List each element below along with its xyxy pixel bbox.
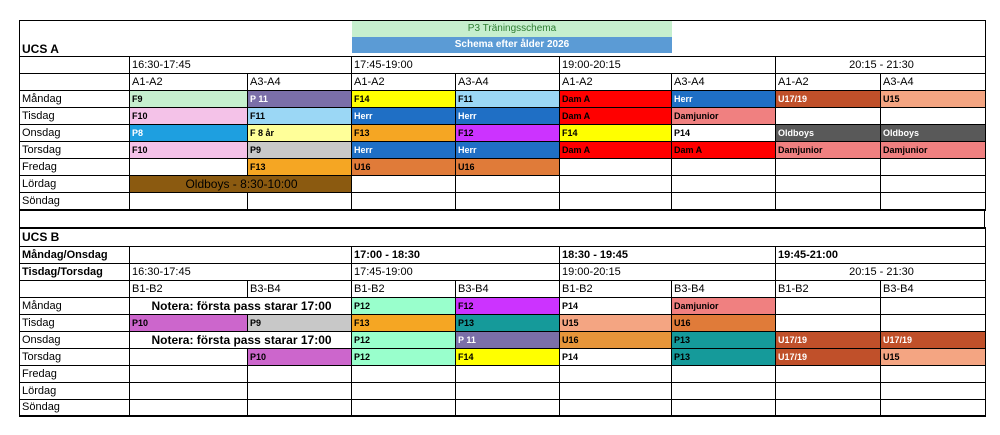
ucs-b-name: UCS B <box>20 228 130 246</box>
mon-wed-time-3: 19:45-21:00 <box>776 246 986 263</box>
group-header: B3-B4 <box>248 280 352 297</box>
schedule-cell: P14 <box>560 297 672 314</box>
tue-thu-time-3: 20:15 - 21:30 <box>776 263 986 280</box>
schedule-cell <box>776 297 881 314</box>
group-header: B3-B4 <box>881 280 986 297</box>
schedule-cell: P9 <box>248 314 352 331</box>
schedule-cell: U16 <box>352 159 456 176</box>
schedule-cell <box>560 382 672 399</box>
day-label: Söndag <box>20 399 130 416</box>
schedule-cell <box>248 399 352 416</box>
schedule-cell <box>130 348 248 365</box>
schedule-cell <box>130 399 248 416</box>
day-label: Fredag <box>20 365 130 382</box>
schedule-cell: U17/19 <box>776 91 881 108</box>
ucs-b-table <box>19 227 986 417</box>
schedule-cell: P13 <box>672 348 776 365</box>
schedule-cell <box>881 382 986 399</box>
time-slot-a-0: 16:30-17:45 <box>130 57 352 74</box>
schedule-cell <box>560 159 672 176</box>
schedule-cell <box>776 382 881 399</box>
schedule-cell: U16 <box>456 159 560 176</box>
schedule-cell: P14 <box>560 348 672 365</box>
schedule-cell <box>248 382 352 399</box>
day-label: Onsdag <box>20 125 130 142</box>
time-slot-a-1: 17:45-19:00 <box>352 57 560 74</box>
schedule-cell: F11 <box>248 108 352 125</box>
schedule-cell: F13 <box>352 125 456 142</box>
schedule-cell: F13 <box>352 314 456 331</box>
schedule-cell <box>881 176 986 193</box>
group-header: A3-A4 <box>248 74 352 91</box>
schedule-cell: F12 <box>456 125 560 142</box>
group-header: A1-A2 <box>352 74 456 91</box>
tue-thu-time-2: 19:00-20:15 <box>560 263 776 280</box>
schedule-cell: P12 <box>352 348 456 365</box>
schedule-cell: F10 <box>130 142 248 159</box>
schedule-cell: F14 <box>352 91 456 108</box>
schedule-cell <box>672 382 776 399</box>
schedule-cell <box>881 314 986 331</box>
schedule-cell <box>560 176 672 193</box>
schedule-cell: P12 <box>352 297 456 314</box>
mon-wed-time-1: 17:00 - 18:30 <box>352 246 560 263</box>
mon-wed-time-2: 18:30 - 19:45 <box>560 246 776 263</box>
day-label: Torsdag <box>20 348 130 365</box>
schedule-cell <box>672 159 776 176</box>
schedule-cell: U16 <box>672 314 776 331</box>
tue-thu-label: Tisdag/Torsdag <box>20 263 130 280</box>
schedule-cell: P 11 <box>248 91 352 108</box>
schedule-cell <box>560 365 672 382</box>
schedule-cell <box>776 314 881 331</box>
group-header: B1-B2 <box>130 280 248 297</box>
schedule-cell <box>881 297 986 314</box>
schedule-cell <box>672 399 776 416</box>
schedule-cell: P12 <box>352 331 456 348</box>
schedule-cell: Dam A <box>560 91 672 108</box>
group-header: B1-B2 <box>560 280 672 297</box>
schedule-cell: F14 <box>456 348 560 365</box>
schedule-cell: Dam A <box>560 142 672 159</box>
schedule-cell <box>456 176 560 193</box>
day-label: Måndag <box>20 91 130 108</box>
day-label: Torsdag <box>20 142 130 159</box>
group-header: B3-B4 <box>456 280 560 297</box>
schedule-cell: Damjunior <box>672 108 776 125</box>
schedule-cell: Damjunior <box>776 142 881 159</box>
day-label: Söndag <box>20 193 130 210</box>
ucs-a-table <box>19 20 986 211</box>
schedule-cell: Herr <box>456 108 560 125</box>
schedule-cell: Damjunior <box>881 142 986 159</box>
mon-wed-label: Måndag/Onsdag <box>20 246 130 263</box>
schedule-cell: U15 <box>560 314 672 331</box>
schedule-cell <box>352 365 456 382</box>
schedule-cell: P9 <box>248 142 352 159</box>
schedule-cell <box>456 399 560 416</box>
schedule-cell: Herr <box>352 108 456 125</box>
schedule-title: P3 Träningsschema <box>352 20 672 37</box>
schedule-cell: F 8 år <box>248 125 352 142</box>
group-header: B1-B2 <box>776 280 881 297</box>
schedule-cell <box>776 108 881 125</box>
group-header: B1-B2 <box>352 280 456 297</box>
schedule-cell: F14 <box>560 125 672 142</box>
schedule-cell <box>456 193 560 210</box>
schedule-cell <box>776 159 881 176</box>
schedule-cell: U17/19 <box>776 348 881 365</box>
schedule-cell <box>881 365 986 382</box>
ucs-a-name: UCS A <box>20 21 130 57</box>
schedule-cell <box>776 193 881 210</box>
tue-thu-time-0: 16:30-17:45 <box>130 263 352 280</box>
schedule-cell <box>560 193 672 210</box>
schedule-subtitle: Schema efter ålder 2026 <box>352 37 672 53</box>
time-slot-a-2: 19:00-20:15 <box>560 57 776 74</box>
schedule-cell <box>130 382 248 399</box>
schedule-cell <box>776 399 881 416</box>
schedule-cell <box>776 365 881 382</box>
schedule-cell: U17/19 <box>881 331 986 348</box>
schedule-cell: U17/19 <box>776 331 881 348</box>
schedule-cell: U16 <box>560 331 672 348</box>
group-header: A3-A4 <box>881 74 986 91</box>
schedule-cell <box>130 193 248 210</box>
schedule-cell <box>672 365 776 382</box>
schedule-cell: Dam A <box>672 142 776 159</box>
schedule-cell: P10 <box>248 348 352 365</box>
schedule-cell: Dam A <box>560 108 672 125</box>
schedule-cell <box>130 365 248 382</box>
schedule-cell <box>352 399 456 416</box>
group-header: A3-A4 <box>672 74 776 91</box>
day-label: Onsdag <box>20 331 130 348</box>
schedule-cell: P14 <box>672 125 776 142</box>
schedule-cell: F12 <box>456 297 560 314</box>
day-label: Tisdag <box>20 108 130 125</box>
schedule-cell <box>456 382 560 399</box>
time-slot-a-3: 20:15 - 21:30 <box>776 57 986 74</box>
schedule-cell: F13 <box>248 159 352 176</box>
schedule-cell: P10 <box>130 314 248 331</box>
day-label: Tisdag <box>20 314 130 331</box>
schedule-cell <box>881 108 986 125</box>
schedule-cell <box>776 176 881 193</box>
group-header: A1-A2 <box>130 74 248 91</box>
schedule-cell: U15 <box>881 91 986 108</box>
group-header: A1-A2 <box>776 74 881 91</box>
schedule-cell <box>248 365 352 382</box>
schedule-cell <box>130 159 248 176</box>
schedule-cell: P 11 <box>456 331 560 348</box>
schedule-cell: Damjunior <box>672 297 776 314</box>
schedule-cell: Herr <box>352 142 456 159</box>
schedule-cell <box>881 193 986 210</box>
schedule-cell <box>672 176 776 193</box>
schedule-cell: F9 <box>130 91 248 108</box>
schedule-cell: P13 <box>672 331 776 348</box>
schedule-cell <box>881 399 986 416</box>
schedule-cell: F11 <box>456 91 560 108</box>
day-label: Måndag <box>20 297 130 314</box>
first-session-note: Notera: första pass starar 17:00 <box>130 297 352 314</box>
day-label: Fredag <box>20 159 130 176</box>
schedule-cell: Herr <box>456 142 560 159</box>
schedule-cell: P8 <box>130 125 248 142</box>
group-header: B3-B4 <box>672 280 776 297</box>
schedule-cell <box>881 159 986 176</box>
day-label: Lördag <box>20 176 130 193</box>
schedule-cell: Herr <box>672 91 776 108</box>
schedule-cell: F10 <box>130 108 248 125</box>
schedule-cell: P13 <box>456 314 560 331</box>
schedule-cell <box>672 193 776 210</box>
oldboys-saturday-slot: Oldboys - 8:30-10:00 <box>130 176 352 193</box>
day-label: Lördag <box>20 382 130 399</box>
schedule-cell: Oldboys <box>776 125 881 142</box>
schedule-cell <box>248 193 352 210</box>
schedule-cell <box>352 382 456 399</box>
group-header: A3-A4 <box>456 74 560 91</box>
first-session-note: Notera: första pass starar 17:00 <box>130 331 352 348</box>
schedule-cell: U15 <box>881 348 986 365</box>
schedule-cell <box>352 176 456 193</box>
schedule-cell <box>456 365 560 382</box>
schedule-cell <box>560 399 672 416</box>
tue-thu-time-1: 17:45-19:00 <box>352 263 560 280</box>
schedule-cell <box>352 193 456 210</box>
group-header: A1-A2 <box>560 74 672 91</box>
schedule-cell: Oldboys <box>881 125 986 142</box>
